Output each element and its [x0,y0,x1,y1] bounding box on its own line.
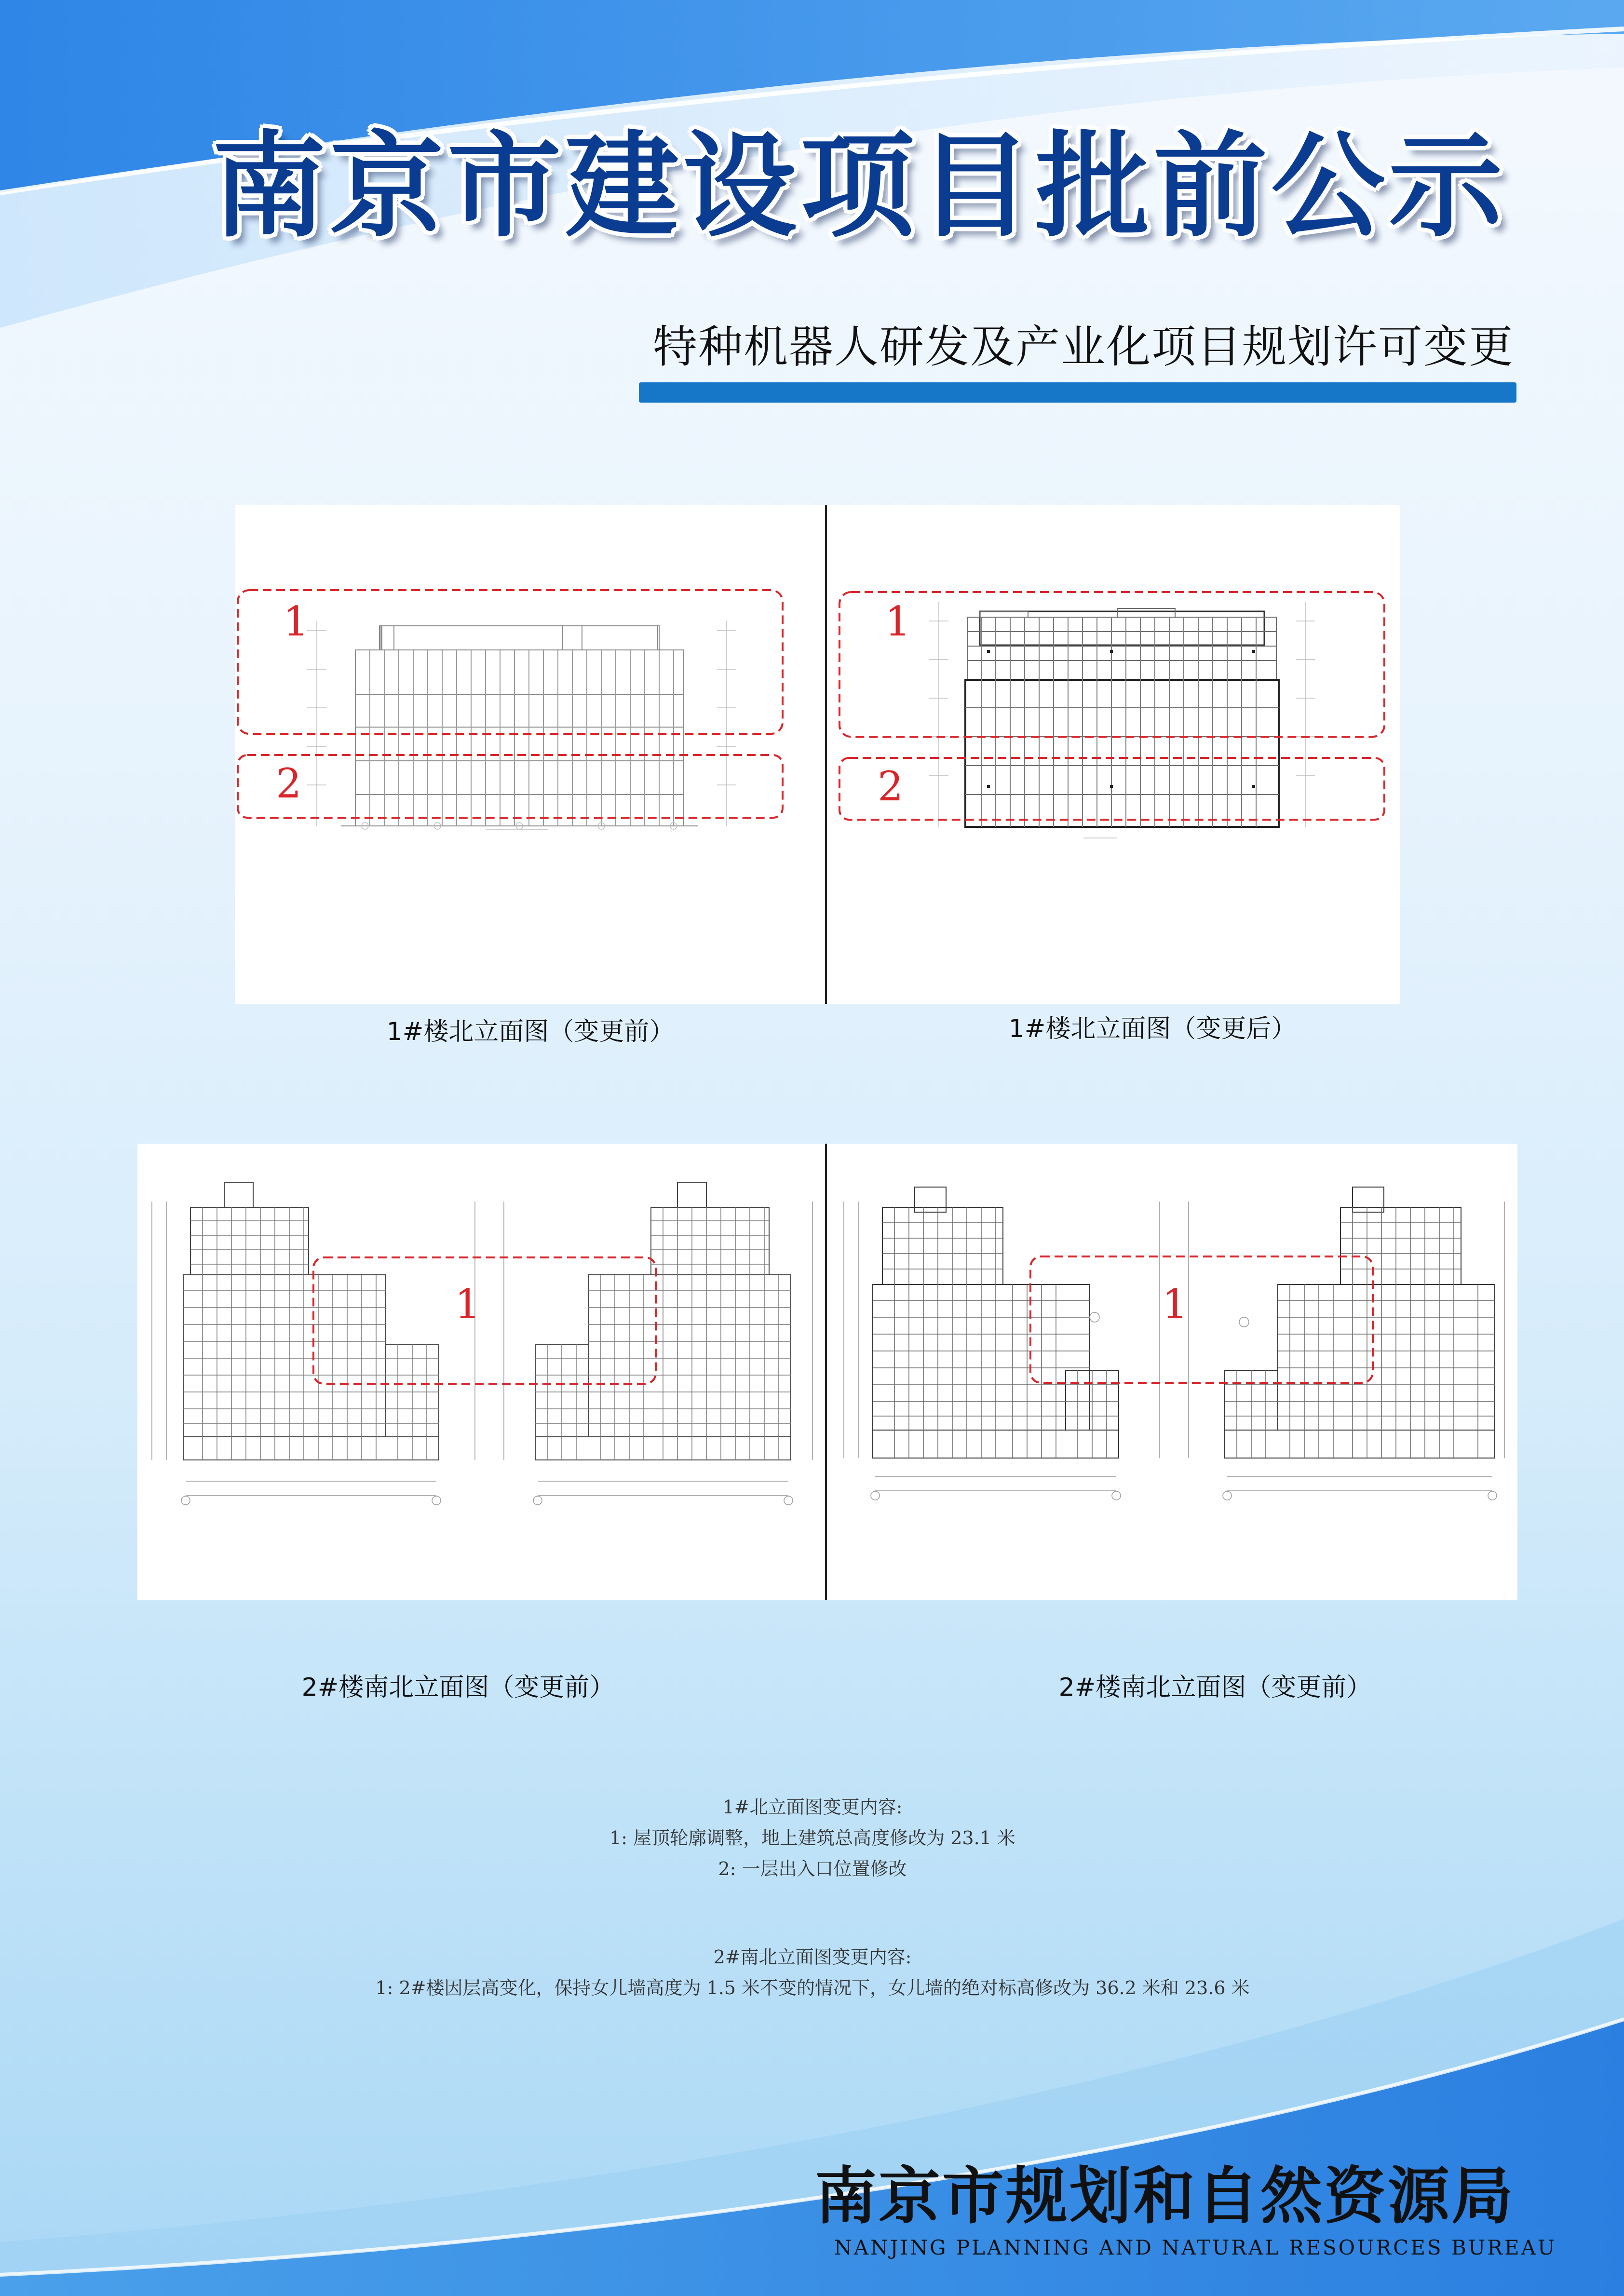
markup-box-building2-after [1030,1256,1373,1383]
caption-building2-after: 2#楼南北立面图（变更前） [1058,1673,1372,1702]
notes-item: 1: 屋顶轮廓调整，地上建筑总高度修改为 23.1 米 [609,1827,1015,1849]
marker-1-before: 1 [283,598,309,645]
building2-before-drawing [152,1182,812,1505]
caption-building2-before: 2#楼南北立面图（变更前） [301,1673,615,1702]
marker-2-before: 2 [276,760,302,807]
page-title: 南京市建设项目批前公示 [212,119,1507,253]
caption-building1-after: 1#楼北立面图（变更后） [1008,1014,1297,1043]
markup-box-1-before [238,590,783,734]
marker-1-building2-before: 1 [455,1281,481,1328]
subtitle-underline [639,382,1516,403]
marker-2-after: 2 [878,763,904,810]
building1-before-drawing [307,621,736,829]
building2-elevation-panel [137,1144,1517,1600]
building1-elevation-panel [235,505,1400,1004]
bureau-name: 南京市规划和自然资源局 [815,2160,1516,2232]
notes-heading: 2#南北立面图变更内容: [713,1946,912,1968]
building2-after-drawing [844,1187,1504,1500]
project-subtitle: 特种机器人研发及产业化项目规划许可变更 [652,321,1514,373]
building1-change-notes [289,1792,1336,1884]
bureau-name-english: NANJING PLANNING AND NATURAL RESOURCES BUREAU [834,2236,1557,2259]
marker-1-building2-after: 1 [1162,1281,1188,1328]
marker-1-after: 1 [885,598,911,645]
notes-item: 1: 2#楼因层高变化，保持女儿墙高度为 1.5 米不变的情况下，女儿墙的绝对标高修改为 36.2 米和 23.6 米 [375,1977,1250,1999]
notes-heading: 1#北立面图变更内容: [722,1796,903,1818]
caption-building1-before: 1#楼北立面图（变更前） [386,1017,675,1046]
notes-item: 2: 一层出入口位置修改 [718,1858,907,1879]
markup-box-building2-before [313,1257,656,1384]
markup-box-2-before [238,755,783,818]
building1-after-drawing [929,602,1315,838]
building2-change-notes [193,1942,1432,2003]
